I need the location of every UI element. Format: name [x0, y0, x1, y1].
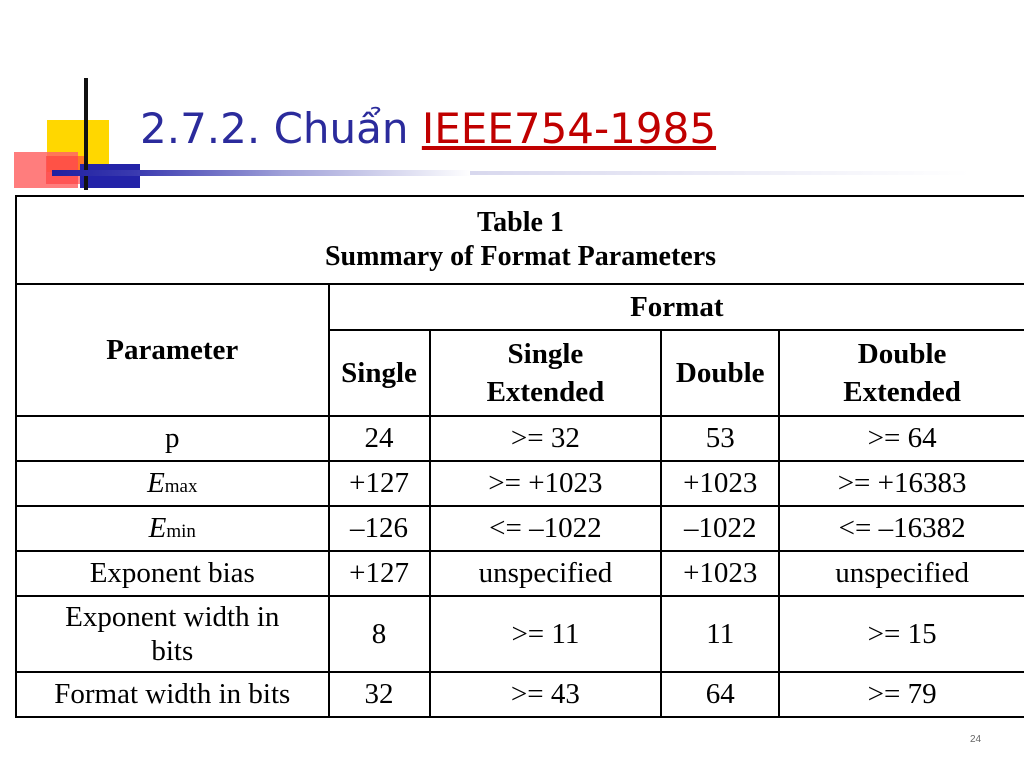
decor-horizontal-fade	[470, 171, 970, 175]
cell-single: +127	[329, 461, 430, 506]
table-row-exponent-bias	[16, 551, 1024, 596]
row-parameter: Exponent bias	[16, 551, 329, 596]
param-symbol: E	[147, 467, 165, 499]
cell-double-extended: unspecified	[779, 551, 1024, 596]
row-parameter	[16, 461, 329, 506]
cell-single: 32	[329, 672, 430, 717]
cell-double-extended: <= –16382	[779, 506, 1024, 551]
cell-double-extended: >= 79	[779, 672, 1024, 717]
cell-double: 64	[661, 672, 779, 717]
param-symbol: E	[148, 512, 167, 544]
decor-horizontal-line	[52, 170, 472, 176]
table-row-emax	[16, 461, 1024, 506]
table-row-exponent-width	[16, 596, 1024, 672]
column-header-double-extended	[779, 330, 1024, 416]
cell-single-extended: >= 11	[430, 596, 662, 672]
row-parameter: Format width in bits	[16, 672, 329, 717]
parameter-header: Parameter	[16, 284, 329, 416]
page-number: 24	[970, 734, 982, 745]
column-header-line: Single	[341, 357, 417, 389]
row-parameter: p	[16, 416, 329, 461]
decor-blue-bar	[80, 164, 140, 188]
slide-title-prefix: 2.7.2. Chuẩn	[140, 104, 422, 153]
param-line: bits	[151, 635, 194, 667]
cell-single: 8	[329, 596, 430, 672]
column-header-line: Single	[507, 338, 584, 370]
cell-single-extended: >= +1023	[430, 461, 662, 506]
table-row-p	[16, 416, 1024, 461]
cell-double: 53	[661, 416, 779, 461]
standard-link[interactable]: IEEE754-1985	[421, 104, 717, 153]
cell-single: –126	[329, 506, 430, 551]
row-parameter	[16, 506, 329, 551]
param-subscript: max	[164, 476, 198, 497]
cell-double: +1023	[661, 551, 779, 596]
table-caption-line2: Summary of Format Parameters	[324, 241, 717, 272]
cell-single-extended: unspecified	[430, 551, 662, 596]
column-header-single-extended	[430, 330, 662, 416]
cell-single-extended: <= –1022	[430, 506, 662, 551]
cell-single-extended: >= 43	[430, 672, 662, 717]
row-parameter	[16, 596, 329, 672]
cell-double: +1023	[661, 461, 779, 506]
cell-double-extended: >= 64	[779, 416, 1024, 461]
table-caption	[16, 196, 1024, 284]
column-header-single	[329, 330, 430, 416]
cell-single: +127	[329, 551, 430, 596]
table-caption-line1: Table 1	[477, 207, 564, 238]
cell-single-extended: >= 32	[430, 416, 662, 461]
format-header: Format	[329, 284, 1024, 330]
column-header-double	[661, 330, 779, 416]
column-header-line: Extended	[843, 376, 961, 408]
format-parameters-table	[15, 195, 1024, 718]
table-row-emin	[16, 506, 1024, 551]
column-header-line: Double	[675, 357, 765, 389]
column-header-line: Double	[857, 338, 947, 370]
cell-single: 24	[329, 416, 430, 461]
cell-double: 11	[661, 596, 779, 672]
cell-double: –1022	[661, 506, 779, 551]
slide-title	[140, 104, 716, 153]
column-header-line: Extended	[486, 376, 605, 408]
param-line: Exponent width in	[65, 601, 280, 633]
cell-double-extended: >= 15	[779, 596, 1024, 672]
cell-double-extended: >= +16383	[779, 461, 1024, 506]
param-subscript: min	[166, 521, 196, 542]
table-row-format-width	[16, 672, 1024, 717]
